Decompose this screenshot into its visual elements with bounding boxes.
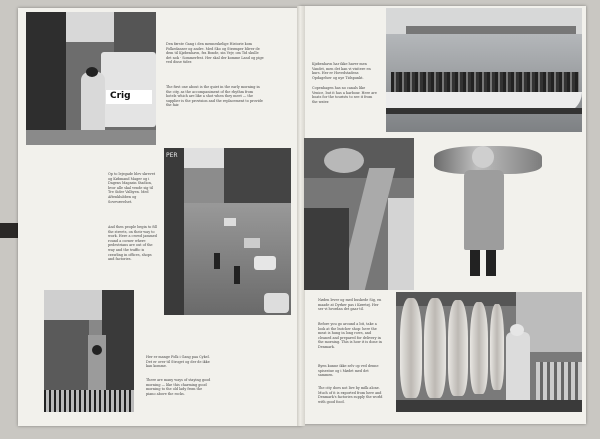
- paragraph-p9: Nøden lever og med buskede Sig, en maade at Dyrker pas i Køretøj. Her ser vi hvordan det gaar til.: [318, 298, 382, 312]
- paragraph-p5: Her er mange Folk i Gang paa Cykel. Det er over til Stroget og der de ikke kan komme.: [146, 355, 210, 369]
- paragraph-p11: Byen kunne ikke selv op ved denne spisestue og i Mødet med det sammen.: [318, 364, 379, 378]
- photo-traffic: [164, 148, 291, 315]
- photo-slaughterhouse: [396, 292, 582, 412]
- paragraph-p1: Den første Gang i den menneskelige Historie kom Folkedanser og andre. Med Sko og Strømper bliver de dem til Kjøbenhavn, fra Bonde, sin Vejv, om Tid skulle det nok - Sommerfest. Her skal der komme Land og pige ved disse tider.: [166, 42, 264, 65]
- shop-sign: PER: [166, 152, 178, 159]
- photo-balcony: [44, 290, 134, 412]
- paragraph-p4: And then people begin to fill the streets, on their way to work. Here a crowd jammed round a corner where pedestrians are out of the way and the traffic is crawling in offices, shops and factories.: [108, 225, 157, 262]
- van-sign: Crig: [110, 91, 131, 101]
- paragraph-p2: The first one about is the quiet in the early morning in the city, as the accompaniment of the rhythm from hotels which are like a shot when they meet — the supplier is the provision and the replacement to provide the fair.: [166, 85, 263, 108]
- photo-bridge-aerial: [304, 138, 414, 290]
- photo-harbour-boat: [386, 8, 582, 132]
- photo-street-woman: [26, 12, 156, 145]
- paragraph-p8: Copenhagen has no canals like Venice, but it has a harbour. Here are boats for the tourists to see it from the water.: [312, 86, 377, 104]
- paragraph-p12: The city does not live by milk alone. Much of it is exported from here and Denmark's factories supply the world with good food.: [318, 386, 383, 404]
- photo-butcher: [424, 136, 550, 282]
- paragraph-p10: Before you go around a bit, take a look at the butcher shop: here the meat is hung in long rows, and cleaned and prepared for delivery in the morning. This is how it is done in Denmark.: [318, 322, 382, 349]
- paragraph-p3: Op to lejegade blev skrevet og Købmand Mager og i Dagens Magasin Stadion, hvor alle skal vende sig til Tre Sider Valbyen. Med Aftenklubben og Soveværelset.: [108, 172, 156, 204]
- paragraph-p6: There are many ways of staying good morning — like this charming good morning to the old lady from the piano above the rocks.: [146, 378, 211, 396]
- paragraph-p7: Kjøbenhavn har ikke haver men Vandet, men det kan vi visitere en kurs. Her er Hovedstadens Opdagelser og nye Tidspunkt.: [312, 62, 371, 80]
